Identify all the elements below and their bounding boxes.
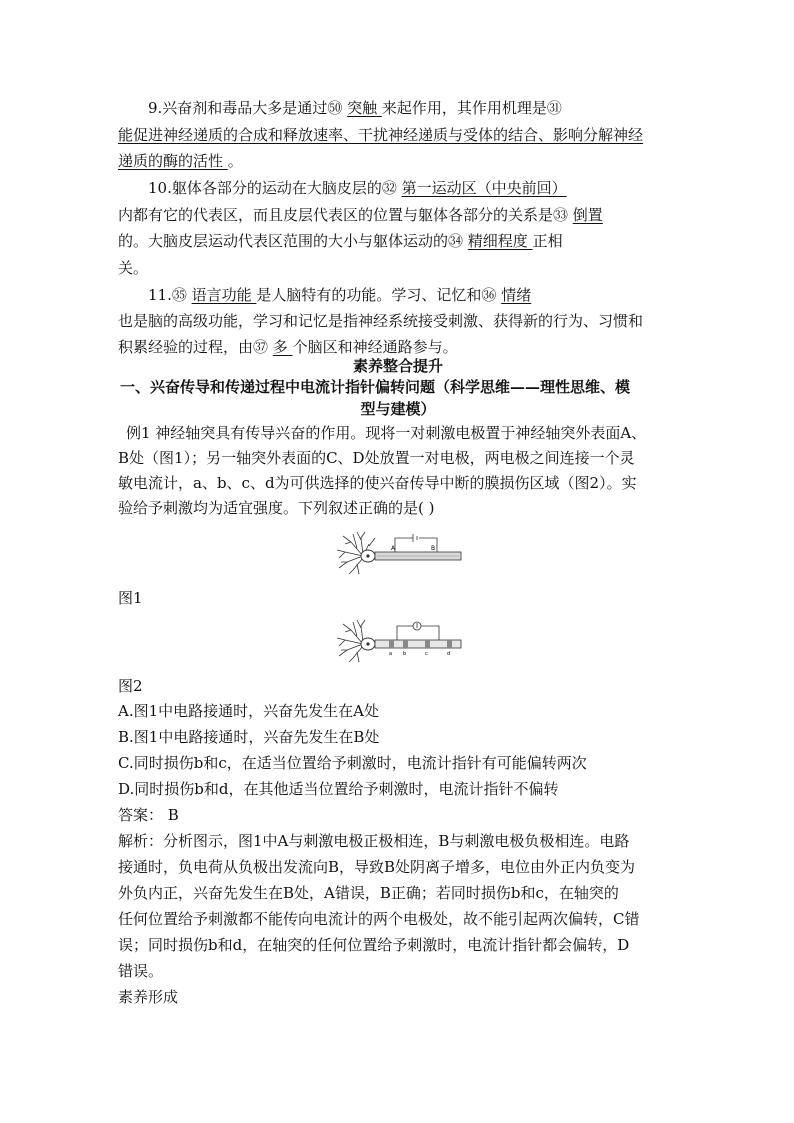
answer-blank-37: 多 <box>272 338 293 356</box>
figure-2-caption: 图2 <box>118 677 143 695</box>
example-text: B处（图1）；另一轴突外表面的C、D处放置一对电极，两电极之间连接一个灵 <box>118 449 635 467</box>
analysis-line: 外负内正，兴奋先发生在B处，A错误，B正确；若同时损伤b和c，在轴突的 <box>118 884 619 902</box>
q9-line-3 <box>118 150 243 172</box>
q11-text: 11.㉟ <box>148 286 192 304</box>
answer-blank-31-line-1: 能促进神经递质的合成和释放速率、干扰神经递质与受体的结合、影响分解神经 <box>118 126 644 144</box>
q9-line-1 <box>148 97 562 119</box>
figure-1-caption: 图1 <box>118 589 143 607</box>
q11-text: 也是脑的高级功能，学习和记忆是指神经系统接受刺激、获得新的行为、习惯和 <box>118 312 644 330</box>
dendrites <box>337 620 365 662</box>
nucleus <box>366 642 369 645</box>
answer-blank-33: 倒置 <box>572 206 603 224</box>
example-text: 敏电流计，a、b、c、d为可供选择的使兴奋传导中断的膜损伤区域（图2）。实 <box>118 474 637 492</box>
label-d: d <box>447 651 451 657</box>
answer-blank-30: 突触 <box>347 99 382 117</box>
option-c: C.同时损伤b和c，在适当位置给予刺激时，电流计指针有可能偏转两次 <box>118 754 587 772</box>
injury-zone-c <box>425 640 430 648</box>
label-c: c <box>425 651 428 657</box>
option-b: B.图1中电路接通时，兴奋先发生在B处 <box>118 728 380 746</box>
analysis-line: 任何位置给予刺激都不能传向电流计的两个电极处，故不能引起两次偏转，C错 <box>118 910 640 928</box>
q10-line-2 <box>118 204 603 226</box>
answer-blank-34: 精细程度 <box>467 232 533 250</box>
axon <box>375 552 461 560</box>
q10-text: 关。 <box>118 259 149 277</box>
q10-text: 10.躯体各部分的运动在大脑皮层的㉜ <box>148 179 402 197</box>
section-heading-cont: 型与建模） <box>360 400 436 418</box>
answer: 答案： B <box>118 806 179 824</box>
injury-zone-a <box>389 640 394 648</box>
analysis-line: 接通时，负电荷从负极出发流向B，导致B处阴离子增多，电位由外正内负变为 <box>118 858 636 876</box>
label-a: A <box>391 545 396 552</box>
q10-text: 正相 <box>532 232 563 250</box>
section-title: 素养整合提升 <box>352 357 443 375</box>
option-d: D.同时损伤b和d，在其他适当位置给予刺激时，电流计指针不偏转 <box>118 780 559 798</box>
q9-text: 9.兴奋剂和毒品大多是通过㊿ <box>148 99 348 117</box>
q11-text: 个脑区和神经通路参与。 <box>292 338 458 356</box>
q10-line-3 <box>118 230 563 252</box>
example-text: 例1 神经轴突具有传导兴奋的作用。现将一对刺激电极置于神经轴突外表面A、 <box>126 424 647 442</box>
answer-blank-32: 第一运动区（中央前回） <box>401 179 567 197</box>
q10-text: 的。大脑皮层运动代表区范围的大小与躯体运动的㉞ <box>118 232 468 250</box>
analysis-line: 解析：分析图示，图1中A与刺激电极正极相连，B与刺激电极负极相连。电路 <box>118 832 630 850</box>
figure-1-neuron-diagram <box>333 528 463 576</box>
closing-heading: 素养形成 <box>118 988 179 1006</box>
section-heading: 一、兴奋传导和传递过程中电流计指针偏转问题（科学思维——理性思维、模 <box>120 378 631 396</box>
label-b: B <box>431 545 436 552</box>
q9-text: 来起作用，其作用机理是㉛ <box>381 99 562 117</box>
q11-text: 积累经验的过程，由㊲ <box>118 338 273 356</box>
figure-2-neuron-diagram <box>333 612 463 664</box>
analysis-line: 错误。 <box>118 962 164 980</box>
analysis-line: 误；同时损伤b和d，在轴突的任何位置给予刺激时，电流计指针都会偏转，D <box>118 936 630 954</box>
q10-text: 内都有它的代表区，而且皮层代表区的位置与躯体各部分的关系是㉝ <box>118 206 573 224</box>
answer-blank-35: 语言功能 <box>191 286 257 304</box>
example-text: 验给予刺激均为适宜强度。下列叙述正确的是( ) <box>118 499 435 517</box>
injury-zone-d <box>447 640 452 648</box>
q10-line-1 <box>148 177 567 199</box>
option-a: A.图1中电路接通时，兴奋先发生在A处 <box>118 702 379 720</box>
label-a: a <box>389 651 393 657</box>
galvanometer-circuit <box>397 622 439 640</box>
label-b: b <box>403 651 407 657</box>
answer-blank-31-line-2: 递质的酶的活性 <box>118 152 228 170</box>
axon <box>375 640 461 648</box>
injury-zone-b <box>403 640 408 648</box>
nucleus <box>366 554 369 557</box>
q11-text: 是人脑特有的功能。学习、记忆和㊱ <box>256 286 502 304</box>
q9-text: 。 <box>227 152 243 170</box>
answer-blank-36: 情绪 <box>501 286 532 304</box>
q11-line-1 <box>148 284 531 306</box>
